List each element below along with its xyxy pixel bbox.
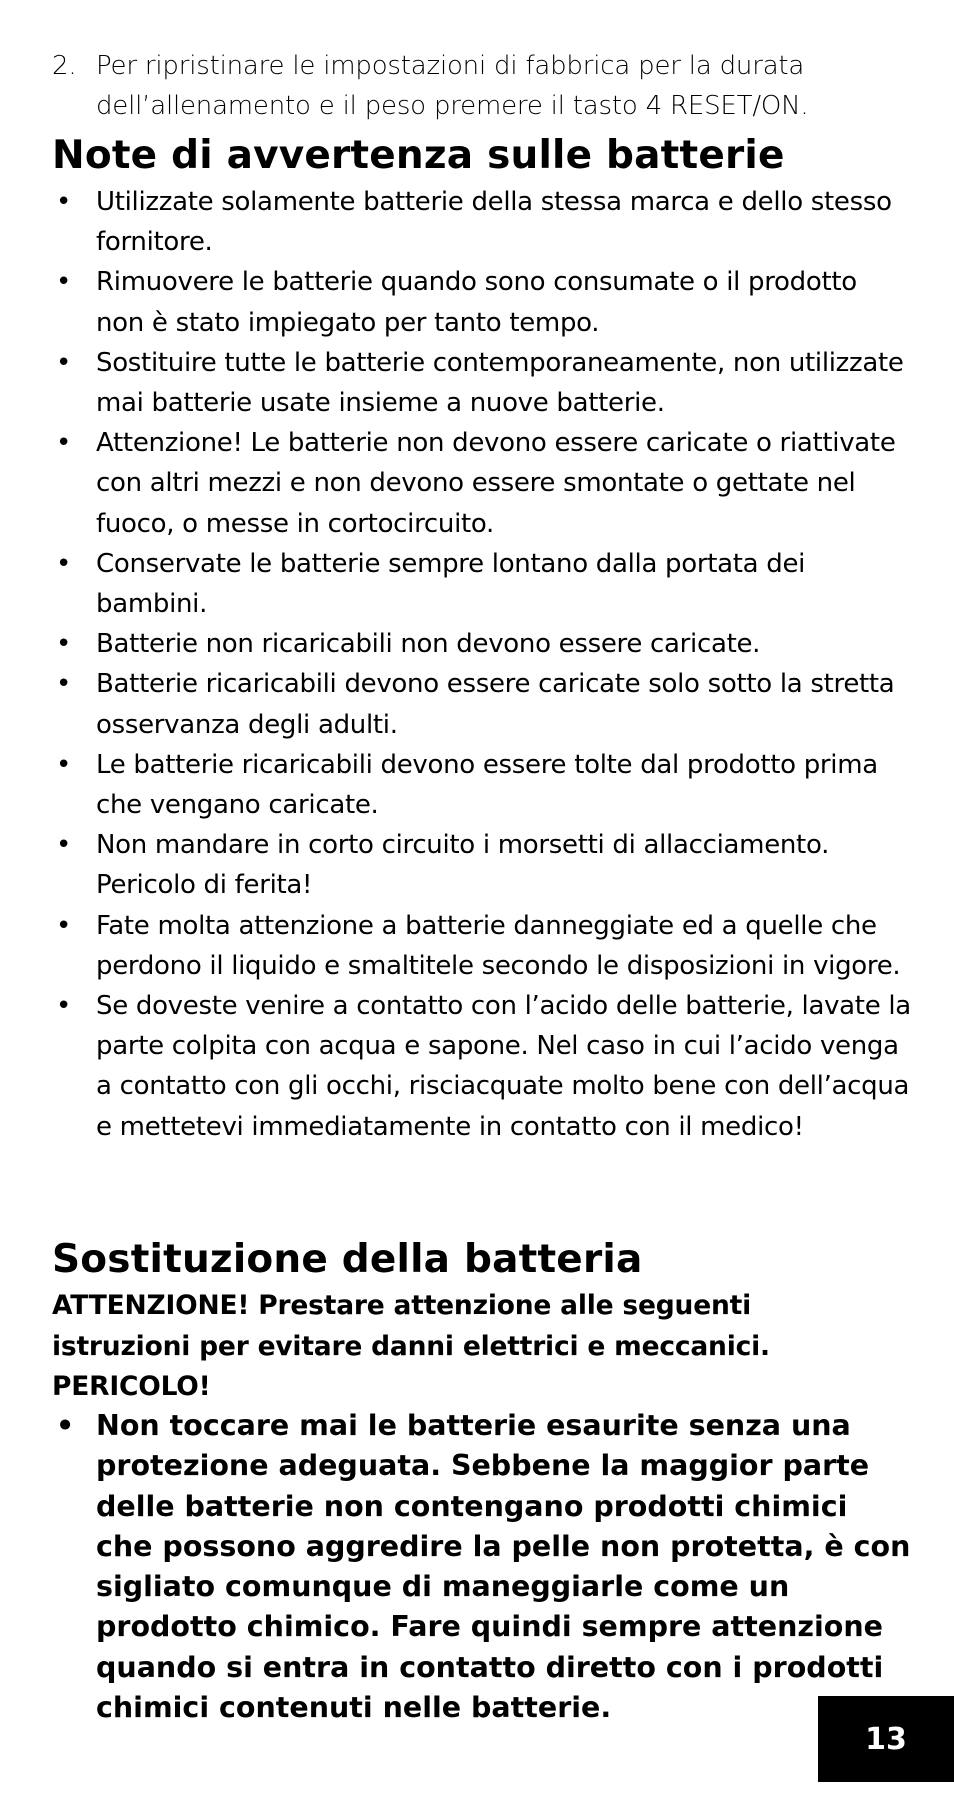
bullet-mark: • bbox=[56, 749, 72, 780]
list-item bbox=[52, 986, 912, 1147]
caution-line: istruzioni per evitare danni elettrici e meccanici. bbox=[52, 1330, 770, 1362]
list-item-text: Non mandare in corto circuito i morsetti di allacciamento. Pericolo di ferita! bbox=[96, 830, 830, 901]
list-item bbox=[52, 1406, 912, 1728]
page-number-text: 13 bbox=[865, 1721, 907, 1757]
caution-notice bbox=[52, 1286, 912, 1408]
bullet-mark: • bbox=[56, 428, 72, 459]
list-item-text: Batterie ricaricabili devono essere caricate solo sotto la stretta osservanza degli adulti. bbox=[96, 669, 895, 740]
battery-replacement-heading: Sostituzione della batteria bbox=[52, 1237, 643, 1282]
numbered-step-2 bbox=[52, 46, 912, 126]
list-item-text: Utilizzate solamente batterie della stessa marca e dello stesso fornitore. bbox=[96, 187, 892, 258]
list-item-text: Attenzione! Le batterie non devono essere caricate o riattivate con altri mezzi e non devono essere smontate o gettate nel fuoco, o messe in cortocircuito. bbox=[96, 428, 896, 539]
battery-warnings-list bbox=[52, 182, 912, 1147]
list-item-text: Sostituire tutte le batterie contemporaneamente, non utilizzate mai batterie usate insieme a nuove batterie. bbox=[96, 347, 904, 419]
list-item bbox=[52, 544, 912, 624]
step-number: 2. bbox=[52, 51, 77, 81]
danger-list bbox=[52, 1406, 912, 1728]
list-item-text: Rimuovere le batterie quando sono consumate o il prodotto non è stato impiegato per tanto tempo. bbox=[96, 267, 857, 338]
bullet-mark: • bbox=[56, 910, 72, 941]
list-item bbox=[52, 624, 912, 664]
bullet-mark: • bbox=[56, 187, 72, 217]
caution-line: ATTENZIONE! Prestare attenzione alle seguenti bbox=[52, 1290, 751, 1321]
bullet-mark: • bbox=[56, 991, 72, 1022]
list-item-text: Batterie non ricaricabili non devono essere caricate. bbox=[96, 629, 761, 660]
bullet-mark: • bbox=[56, 347, 72, 378]
bullet-mark: • bbox=[56, 830, 72, 861]
list-item-text: Se doveste venire a contatto con l’acido delle batterie, lavate la parte colpita con acqua e sapone. Nel caso in cui l’acido venga a contatto con gli occhi, risciacquate molto bene con dell’acqua e mettetevi immediatamente in contatto con il medico! bbox=[96, 991, 911, 1142]
page-number bbox=[818, 1696, 954, 1782]
list-item bbox=[52, 664, 912, 744]
bullet-mark: • bbox=[56, 629, 72, 660]
list-item-text: Non toccare mai le batterie esaurite senza una protezione adeguata. Sebbene la maggior parte delle batterie non contengano prodotti chimici che possono aggredire la pelle non protetta, è con sigliato comunque di maneggiarle come un prodotto chimico. Fare quindi sempre attenzione quando si entra in contatto diretto con i prodotti chimici contenuti nelle batterie. bbox=[96, 1409, 911, 1725]
list-item-text: Le batterie ricaricabili devono essere tolte dal prodotto prima che vengano caricate. bbox=[96, 749, 878, 821]
battery-warnings-heading: Note di avvertenza sulle batterie bbox=[52, 133, 785, 178]
danger-label: PERICOLO! bbox=[52, 1371, 211, 1402]
bullet-mark: • bbox=[56, 1409, 75, 1442]
list-item bbox=[52, 343, 912, 423]
list-item-text: Conservate le batterie sempre lontano dalla portata dei bambini. bbox=[96, 548, 806, 620]
list-item bbox=[52, 825, 912, 905]
bullet-mark: • bbox=[56, 548, 72, 579]
bullet-mark: • bbox=[56, 267, 72, 298]
bullet-mark: • bbox=[56, 669, 72, 700]
list-item bbox=[52, 182, 912, 262]
list-item bbox=[52, 906, 912, 986]
step-text: Per ripristinare le impostazioni di fabbrica per la durata dell’allenamento e il peso premere il tasto 4 RESET/ON. bbox=[96, 51, 809, 121]
list-item-text: Fate molta attenzione a batterie danneggiate ed a quelle che perdono il liquido e smaltitele secondo le disposizioni in vigore. bbox=[96, 910, 901, 981]
list-item bbox=[52, 745, 912, 825]
list-item bbox=[52, 262, 912, 342]
list-item bbox=[52, 423, 912, 544]
